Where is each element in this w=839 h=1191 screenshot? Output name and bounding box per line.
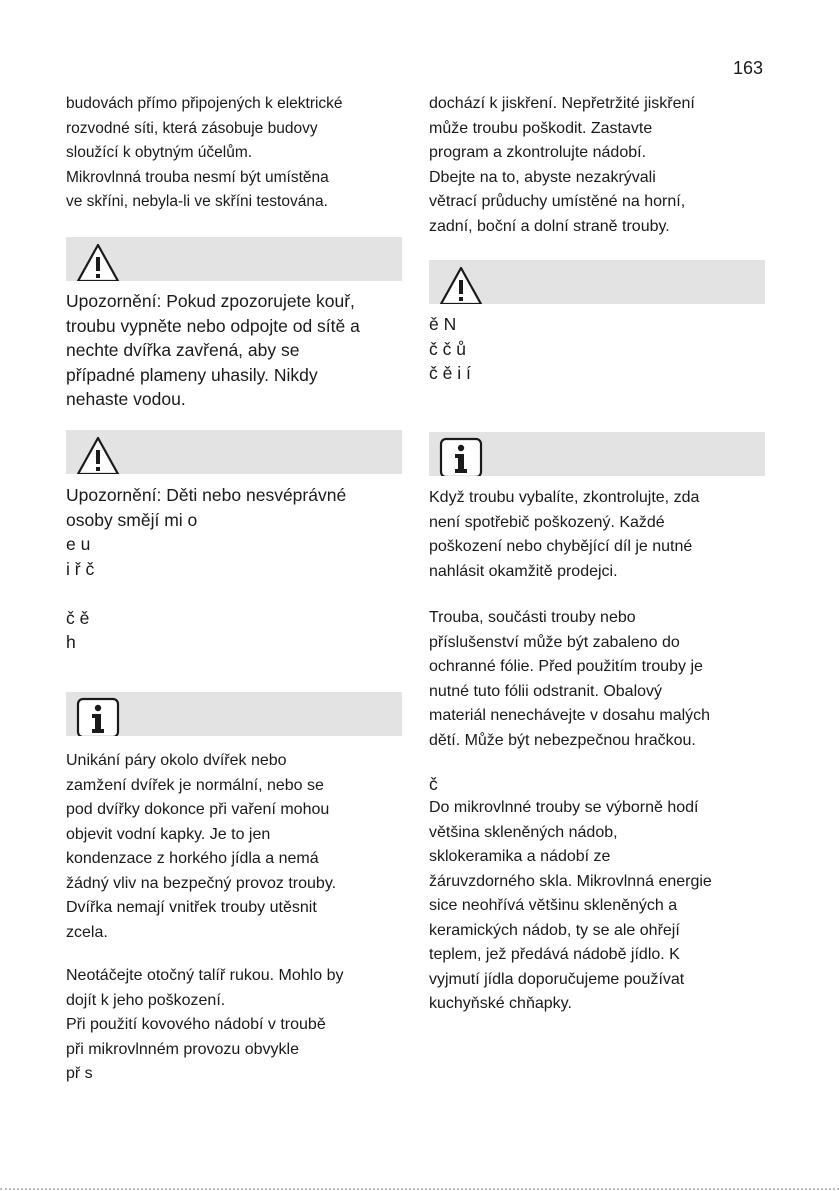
text-line: zadní, boční a dolní straně trouby. (429, 217, 670, 235)
info-1-text (66, 749, 336, 945)
text-line: sice neohřívá většinu skleněných a (429, 897, 678, 914)
text-line: č ě (66, 607, 90, 628)
info-banner-1 (66, 692, 402, 736)
text-line: nahlásit okamžitě prodejci. (429, 562, 618, 580)
text-line: vyjmutí jídla doporučujeme používat (429, 970, 685, 988)
section-heading-fragment: č (429, 774, 438, 794)
warning-banner-1 (66, 237, 402, 281)
text-line: dětí. Může být nebezpečnou hračkou. (429, 731, 696, 749)
left-intro-paragraph (66, 92, 343, 215)
text-line: žáruvzdorného skla. Mikrovlnná energie (429, 872, 712, 890)
text-line: teplem, jež předává nádobě jídlo. K (429, 946, 680, 963)
text-line: rozvodné síti, která zásobuje budovy (66, 119, 318, 137)
text-line: Do mikrovlnné trouby se výborně hodí (429, 799, 699, 816)
warning-triangle-icon (74, 434, 122, 478)
warning-3-text (429, 312, 471, 386)
text-line: poškození nebo chybějící díl je nutné (429, 538, 693, 555)
text-line: není spotřebič poškozený. Každé (429, 513, 665, 531)
page-number: 163 (733, 58, 764, 78)
text-line: při mikrovlnném provozu obvykle (66, 1040, 299, 1058)
left-bottom-paragraph (66, 964, 343, 1087)
dishes-paragraph (429, 796, 712, 1017)
text-line: ě N (429, 314, 457, 334)
warning-1-text (66, 289, 360, 412)
warning-banner-2 (66, 430, 402, 474)
text-line: keramických nádob, ty se ale ohřejí (429, 921, 680, 939)
info-icon (437, 436, 485, 480)
text-line: troubu vypněte nebo odpojte od sítě a (66, 315, 360, 336)
text-line: příslušenství může být zabaleno do (429, 633, 680, 651)
text-line: Unikání páry okolo dvířek nebo (66, 752, 287, 769)
text-line: dochází k jiskření. Nepřetržité jiskření (429, 95, 695, 112)
text-line: zamžení dvířek je normální, nebo se (66, 776, 324, 794)
bottom-dotted-rule (0, 1188, 839, 1190)
text-line: Dbejte na to, abyste nezakrývali (429, 168, 656, 186)
info-2-text (429, 486, 699, 584)
text-line: ve skříni, nebyla-li ve skříni testována. (66, 193, 328, 210)
text-line: objevit vodní kapky. Je to jen (66, 825, 271, 843)
info-banner-2 (429, 432, 765, 476)
text-line: žádný vliv na bezpečný provoz trouby. (66, 874, 337, 892)
text-line: Upozornění: Pokud zpozorujete kouř, (66, 291, 355, 311)
text-line: zcela. (66, 923, 108, 941)
info-icon (74, 696, 122, 740)
text-line (66, 581, 346, 606)
text-line: č ě i í (429, 363, 471, 383)
text-line: př s (66, 1065, 93, 1082)
text-line: nechte dvířka zavřená, aby se (66, 340, 300, 360)
text-line: ochranné fólie. Před použitím trouby je (429, 658, 703, 675)
text-line: sklokeramika a nádobí ze (429, 848, 611, 865)
text-line: Při použití kovového nádobí v troubě (66, 1016, 326, 1033)
text-line: pod dvířky dokonce při vaření mohou (66, 801, 330, 818)
text-line: Když troubu vybalíte, zkontrolujte, zda (429, 489, 700, 506)
text-line: program a zkontrolujte nádobí. (429, 144, 647, 161)
text-line: sloužící k obytným účelům. (66, 144, 253, 161)
text-line: dojít k jeho poškození. (66, 991, 226, 1009)
text-line: Neotáčejte otočný talíř rukou. Mohlo by (66, 967, 344, 984)
text-line: materiál nenechávejte v dosahu malých (429, 707, 711, 724)
text-line: h (66, 632, 76, 652)
warning-triangle-icon (74, 241, 122, 285)
text-line: případné plameny uhasily. Nikdy (66, 364, 318, 385)
text-line: e u (66, 534, 91, 554)
right-intro-paragraph (429, 92, 695, 239)
text-line: Trouba, součásti trouby nebo (429, 609, 636, 626)
warning-2-text (66, 483, 346, 655)
text-line: nehaste vodou. (66, 389, 186, 409)
text-line: nutné tuto fólii odstranit. Obalový (429, 682, 663, 700)
text-line: kondenzace z horkého jídla a nemá (66, 850, 319, 867)
text-line: kuchyňské chňapky. (429, 995, 572, 1012)
text-line: Upozornění: Děti nebo nesvéprávné (66, 485, 347, 505)
text-line: osoby smějí mi o (66, 509, 198, 530)
text-line: Mikrovlnná trouba nesmí být umístěna (66, 168, 329, 186)
text-line: č č ů (429, 338, 466, 359)
text-line: Dvířka nemají vnitřek trouby utěsnit (66, 899, 317, 916)
text-line: většina skleněných nádob, (429, 823, 618, 841)
warning-triangle-icon (437, 264, 485, 308)
text-line: i ř č (66, 558, 95, 579)
text-line: budovách přímo připojených k elektrické (66, 95, 343, 112)
text-line: může troubu poškodit. Zastavte (429, 119, 653, 137)
text-line: větrací průduchy umístěné na horní, (429, 193, 686, 210)
info-3-text (429, 606, 710, 753)
warning-banner-3 (429, 260, 765, 304)
